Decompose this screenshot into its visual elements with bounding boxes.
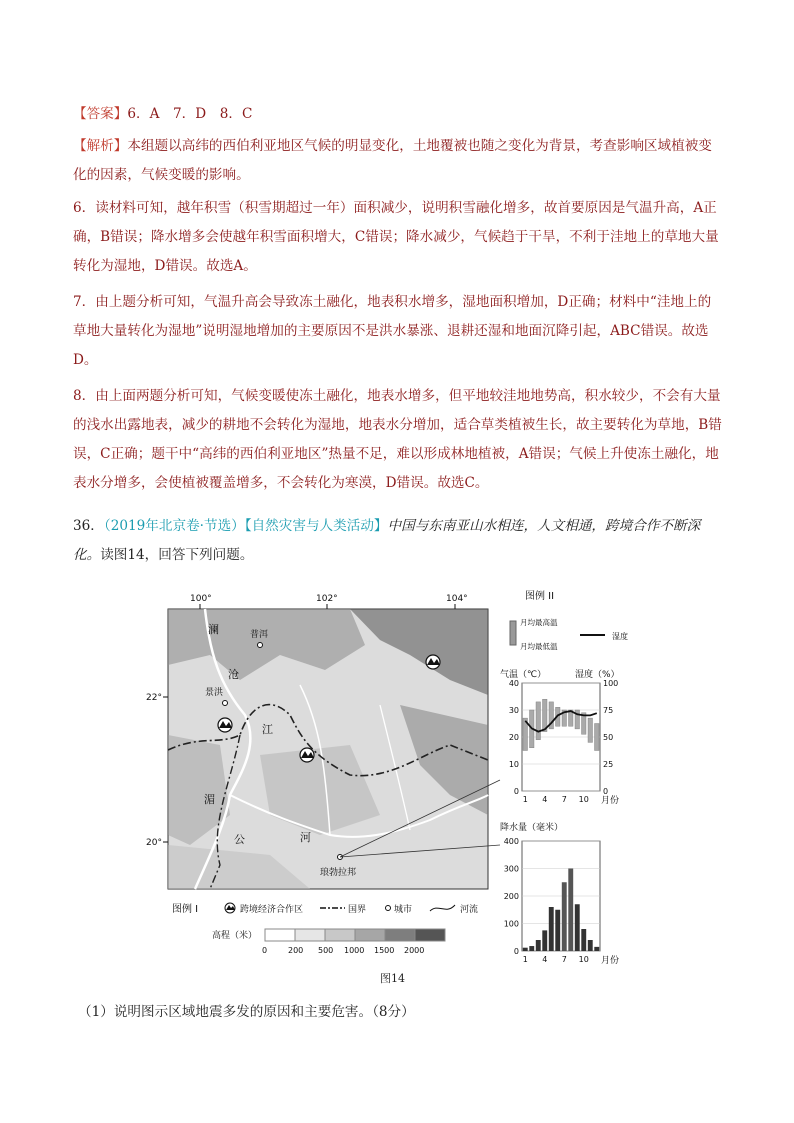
coop-zone-icon <box>218 718 232 732</box>
precip-xtick: 10 <box>578 955 589 964</box>
precip-bar <box>594 947 599 951</box>
precip-bar <box>588 940 593 951</box>
river-char: 江 <box>262 723 273 736</box>
river-char: 河 <box>300 831 311 844</box>
city-icon <box>258 643 263 648</box>
precip-ytick: 200 <box>503 892 519 901</box>
elevation-label: 高程（米） <box>212 931 258 941</box>
precip-bar <box>562 882 567 951</box>
climate-y2tick: 0 <box>603 787 609 796</box>
precip-xlabel: 月份 <box>601 956 620 966</box>
precip-xtick: 4 <box>542 955 548 964</box>
question-36 <box>73 512 723 570</box>
legend-2-title: 图例 II <box>525 591 555 602</box>
climate-ytick: 0 <box>513 787 519 796</box>
climate-y2tick: 75 <box>603 706 614 715</box>
river-char: 澜 <box>208 623 219 636</box>
climate-ytick: 10 <box>508 760 519 769</box>
item-7: 7．由上题分析可知，气温升高会导致冻土融化，地表积水增多，湿地面积增加，D正确；材料中“洼地上的草地大量转化为湿地”说明湿地增加的主要原因不是洪水暴涨、退耕还湿和地面沉降引起，ABC错误。故选D。 <box>73 294 712 368</box>
temp-range-bar <box>588 718 593 742</box>
legend-tmax: 月均最高温 <box>520 618 558 627</box>
place-jinghong: 景洪 <box>205 688 224 698</box>
elev-tick: 200 <box>288 946 304 955</box>
figure-14 <box>146 585 640 990</box>
legend-2 <box>510 589 628 651</box>
lon-label: 102° <box>316 594 338 604</box>
legend-humidity: 湿度 <box>612 632 628 641</box>
river-char: 湄 <box>204 793 215 806</box>
analysis-tag: 【解析】 <box>73 138 128 154</box>
legend-river: 河流 <box>460 905 479 915</box>
climate-xtick: 10 <box>578 795 589 804</box>
lat-label: 22° <box>146 693 162 703</box>
legend-1-title: 图例 I <box>172 904 199 915</box>
coop-zone-icon <box>426 655 440 669</box>
precip-ytick: 100 <box>503 919 519 929</box>
climate-y2tick: 50 <box>603 733 614 742</box>
climate-ytick: 30 <box>508 706 519 715</box>
analysis-para <box>73 132 723 190</box>
precip-ytick: 300 <box>503 864 519 874</box>
climate-ylabel: 气温（℃） <box>500 670 547 680</box>
legend-coop: 跨境经济合作区 <box>240 905 304 915</box>
climate-ytick: 20 <box>508 733 519 742</box>
temp-range-bar <box>536 702 541 740</box>
lon-label: 100° <box>190 594 212 604</box>
precip-ylabel: 降水量（毫米） <box>500 823 564 833</box>
place-luangprabang: 琅勃拉邦 <box>320 868 357 878</box>
precip-xtick: 1 <box>522 955 528 964</box>
city-icon <box>223 701 228 706</box>
river-char: 沧 <box>228 668 239 681</box>
figure-svg <box>146 585 640 990</box>
precip-bar <box>568 869 573 952</box>
elev-tick: 1500 <box>374 946 395 955</box>
precip-ytick: 400 <box>503 837 519 846</box>
climate-ytick: 40 <box>508 679 519 688</box>
precip-bar <box>536 940 541 951</box>
city-icon <box>386 906 391 911</box>
analysis-text: 本组题以高纬的西伯利亚地区气候的明显变化，土地覆被也随之变化为背景，考查影响区域植被变化的因素，气候变暖的影响。 <box>73 138 712 183</box>
precip-chart <box>500 821 619 966</box>
legend-1 <box>172 902 478 955</box>
elev-tick: 500 <box>318 946 334 955</box>
elev-tick: 2000 <box>404 946 425 955</box>
climate-y2tick: 100 <box>603 679 619 688</box>
lon-label: 104° <box>446 594 468 604</box>
temp-range-bar <box>595 724 600 751</box>
legend-tmin: 月均最低温 <box>520 642 558 651</box>
lat-label: 20° <box>146 838 162 848</box>
climate-xlabel: 月份 <box>601 796 620 806</box>
elev-tick: 0 <box>262 946 268 955</box>
q36-number: 36． <box>73 518 104 534</box>
coop-zone-icon <box>300 748 314 762</box>
precip-bar <box>575 904 580 951</box>
climate-xtick: 4 <box>542 795 548 804</box>
figure-caption: 图14 <box>380 972 405 985</box>
precip-bar <box>555 910 560 951</box>
answer-text: 6．A 7．D 8．C <box>127 106 253 122</box>
precip-bar <box>549 907 554 951</box>
climate-xtick: 1 <box>522 795 528 804</box>
climate-y2label: 湿度（%） <box>575 670 620 680</box>
legend-city: 城市 <box>394 905 413 915</box>
answer-tag: 【答案】 <box>73 106 128 122</box>
precip-bar <box>523 948 528 951</box>
elev-tick: 1000 <box>344 946 365 955</box>
precip-ytick: 0 <box>513 947 519 956</box>
legend-border: 国界 <box>348 905 367 915</box>
climate-y2tick: 25 <box>603 760 614 769</box>
q36-tail: 读图14，回答下列问题。 <box>100 547 254 563</box>
item-8: 8．由上面两题分析可知，气候变暖使冻土融化，地表水增多，但平地较洼地地势高，积水较少，不会有大量的浅水出露地表，减少的耕地不会转化为湿地，地表水分增加，适合草类植被生长，故主要转化为草地，B错误，C正确；题干中“高纬的西伯利亚地区”热量不足，难以形成林地植被，A错误；气候上升使冻土融化，地表水分增多，会使植被覆盖增多，不会转化为寒漠，D错误。故选C。 <box>73 388 722 491</box>
precip-bar <box>529 946 534 951</box>
q36-handwriting: 中国与东南亚山水相连，人文相通，跨境合作不断深化。 <box>73 518 701 563</box>
item-6: 6．读材料可知，越年积雪（积雪期超过一年）面积减少，说明积雪融化增多，故首要原因是气温升高，A正确，B错误；降水增多会使越年积雪面积增大，C错误；降水减少，气候趋于干旱，不利于洼地上的草地大量转化为湿地，D错误。故选A。 <box>73 200 719 274</box>
place-puer: 普洱 <box>250 630 269 640</box>
river-icon <box>430 905 455 911</box>
climate-xtick: 7 <box>561 795 567 804</box>
river-char: 公 <box>234 833 245 846</box>
map <box>146 594 488 889</box>
q36-source: （2019年北京卷·节选） <box>103 518 245 534</box>
answer-line <box>73 100 723 129</box>
precip-bar <box>581 929 586 951</box>
precip-bar <box>542 930 547 951</box>
precip-xtick: 7 <box>561 955 567 964</box>
sub-question-1: （1）说明图示区域地震多发的原因和主要危害。（8分） <box>78 1004 415 1020</box>
q36-topic: 【自然灾害与人类活动】 <box>244 518 388 534</box>
climate-chart <box>500 668 620 806</box>
